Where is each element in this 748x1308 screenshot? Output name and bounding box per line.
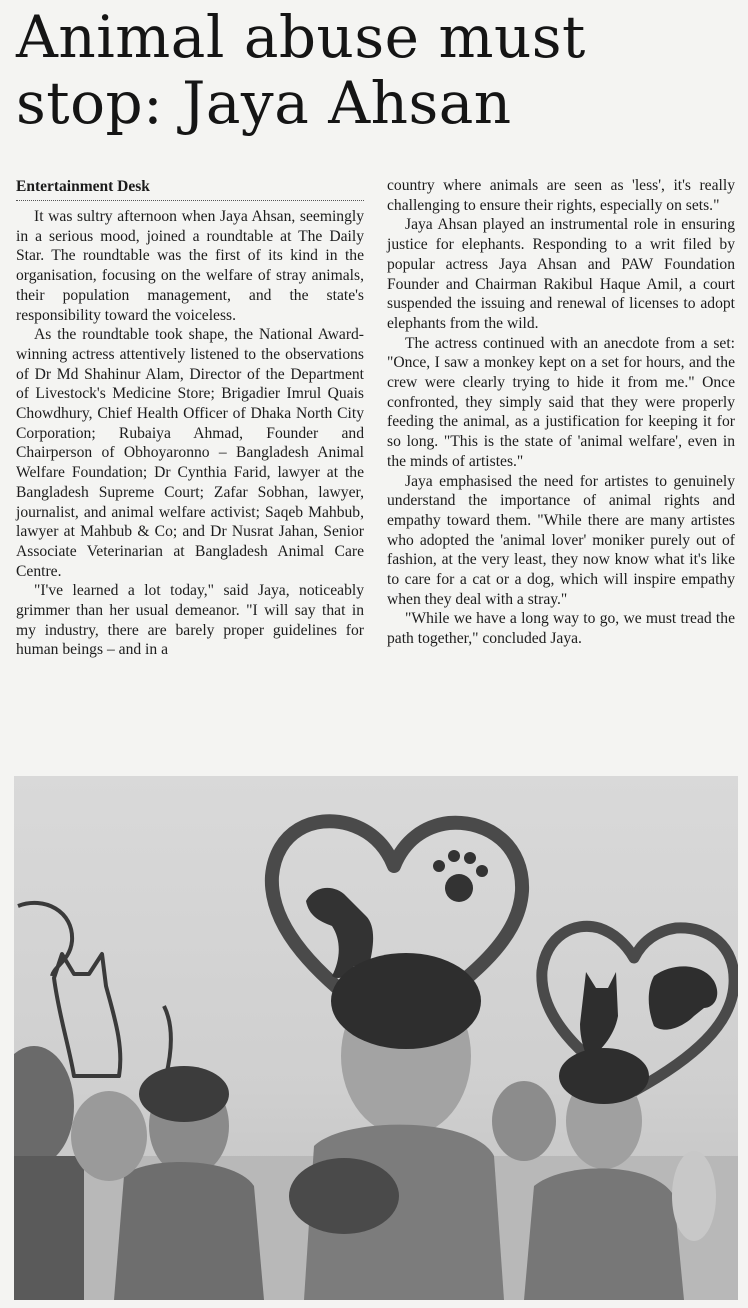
paragraph: As the roundtable took shape, the National Award-winning actress attentively listened to the observations of Dr Md Shahinur Alam, Director of the Department of Livestock's Medicine Store; Brigadier Imrul Quais Chowdhury, Chief Health Officer of Dhaka North City Corporation; Rubaiya Ahmad, Founder and Chairperson of Obhoyaronno – Bangladesh Animal Welfare Foundation; Dr Cynthia Farid, lawyer at the Bangladesh Supreme Court; Zafar Sobhan, lawyer, journalist, and animal welfare activist; Saqeb Mahbub, lawyer at Mahbub & Co; and Dr Nusrat Jahan, Senior Associate Veterinarian at Bangladesh Animal Care Centre. — [16, 326, 364, 580]
paragraph: "While we have a long way to go, we must tread the path together," concluded Jaya. — [387, 610, 735, 648]
paragraph: The actress continued with an anecdote from a set: "Once, I saw a monkey kept on a set for hours, and the crew were clearly trying to hide it from me." Once confronted, they simply said that they were properly feeding the animal, as a justification for keeping it for so long. "This is the state of 'animal welfare', even in the minds of artistes." — [387, 334, 735, 470]
paragraph-continuation: country where animals are seen as 'less', it's really challenging to ensure their rights, especially on sets." — [387, 177, 735, 214]
paragraph: Jaya Ahsan played an instrumental role in ensuring justice for elephants. Responding to a writ filed by popular actress Jaya Ahsan and PAW Foundation Founder and Chairman Rakibul Haque Amil, a court suspended the issuing and renewal of licenses to adopt elephants from the wild. — [387, 216, 735, 332]
headline: Animal abuse must stop: Jaya Ahsan — [16, 3, 586, 137]
paragraph: "I've learned a lot today," said Jaya, noticeably grimmer than her usual demeanor. "I will say that in my industry, there are barely proper guidelines for human beings – and in a — [16, 582, 364, 659]
byline: Entertainment Desk — [16, 176, 364, 201]
right-column — [387, 176, 735, 649]
paragraph: It was sultry afternoon when Jaya Ahsan, seemingly in a serious mood, joined a roundtable at The Daily Star. The roundtable was the first of its kind in the organisation, focusing on the welfare of stray animals, their population management, and the state's responsibility toward the voiceless. — [16, 208, 364, 324]
article-photo — [14, 776, 738, 1300]
paragraph: Jaya emphasised the need for artistes to genuinely understand the importance of animal rights and empathy toward them. "While there are many artistes who adopted the 'animal lover' moniker purely out of fashion, at the very least, they now know what it's like to care for a cat or a dog, which will inspire empathy when they deal with a stray." — [387, 472, 735, 608]
left-column — [16, 176, 364, 660]
